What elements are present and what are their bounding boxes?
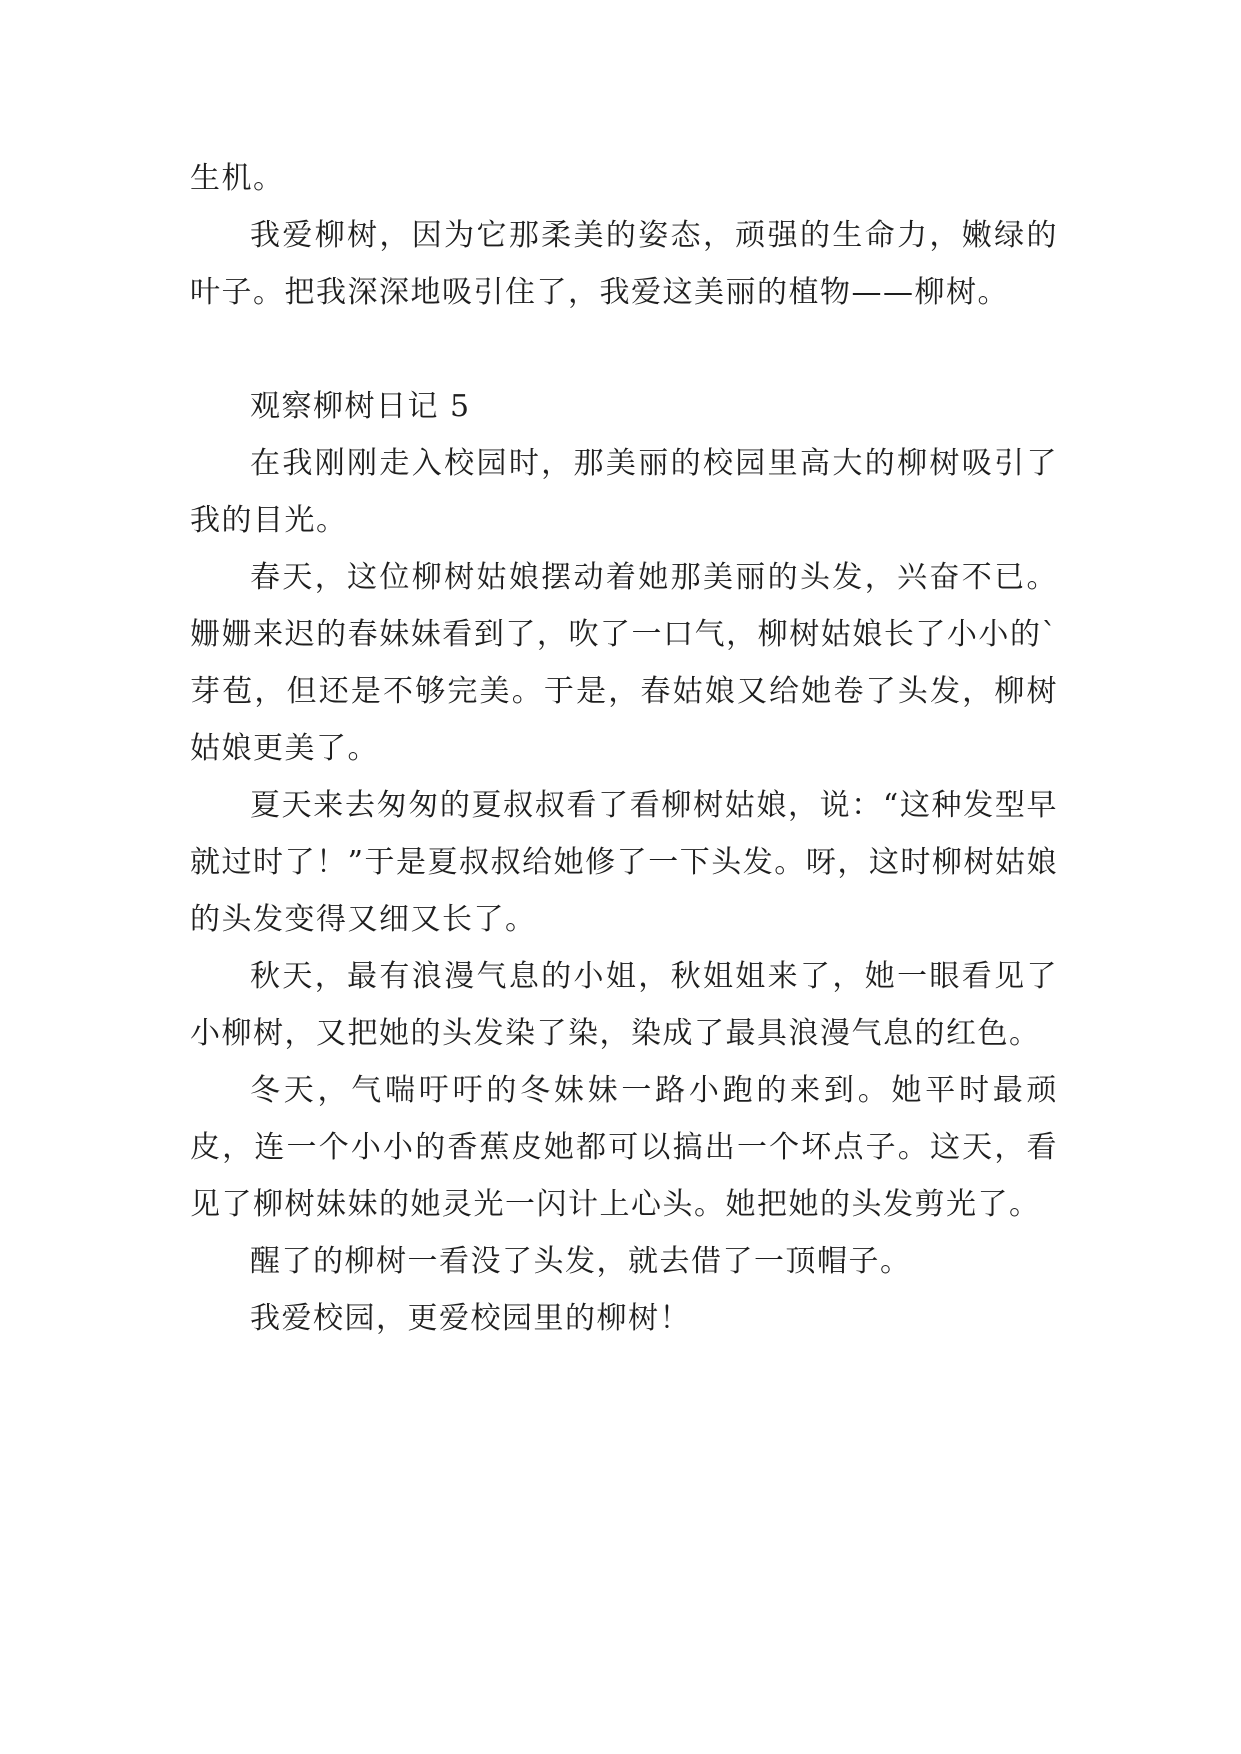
section-spacer <box>190 321 1058 378</box>
continuation-paragraph: 生机。 <box>190 161 285 196</box>
document-body <box>190 150 1058 1347</box>
paragraph-spring: 春天，这位柳树姑娘摆动着她那美丽的头发，兴奋不已。姗姗来迟的春妹妹看到了，吹了一口气，柳树姑娘长了小小的`芽苞，但还是不够完美。于是，春姑娘又给她卷了头发，柳树姑娘更美了。 <box>190 560 1058 766</box>
love-paragraph: 我爱柳树，因为它那柔美的姿态，顽强的生命力，嫩绿的叶子。把我深深地吸引住了，我爱这美丽的植物——柳树。 <box>190 218 1058 310</box>
section-title: 观察柳树日记 5 <box>250 389 471 424</box>
paragraph-intro: 在我刚刚走入校园时，那美丽的校园里高大的柳树吸引了我的目光。 <box>190 446 1058 538</box>
paragraph-conclusion: 我爱校园，更爱校园里的柳树！ <box>250 1301 691 1336</box>
paragraph-summer: 夏天来去匆匆的夏叔叔看了看柳树姑娘，说：“这种发型早就过时了！”于是夏叔叔给她修了一下头发。呀，这时柳树姑娘的头发变得又细又长了。 <box>190 788 1058 937</box>
paragraph-hat: 醒了的柳树一看没了头发，就去借了一顶帽子。 <box>250 1244 912 1279</box>
paragraph-autumn: 秋天，最有浪漫气息的小姐，秋姐姐来了，她一眼看见了小柳树，又把她的头发染了染，染成了最具浪漫气息的红色。 <box>190 959 1058 1051</box>
paragraph-winter: 冬天，气喘吁吁的冬妹妹一路小跑的来到。她平时最顽皮，连一个小小的香蕉皮她都可以搞出一个坏点子。这天，看见了柳树妹妹的她灵光一闪计上心头。她把她的头发剪光了。 <box>190 1073 1058 1222</box>
